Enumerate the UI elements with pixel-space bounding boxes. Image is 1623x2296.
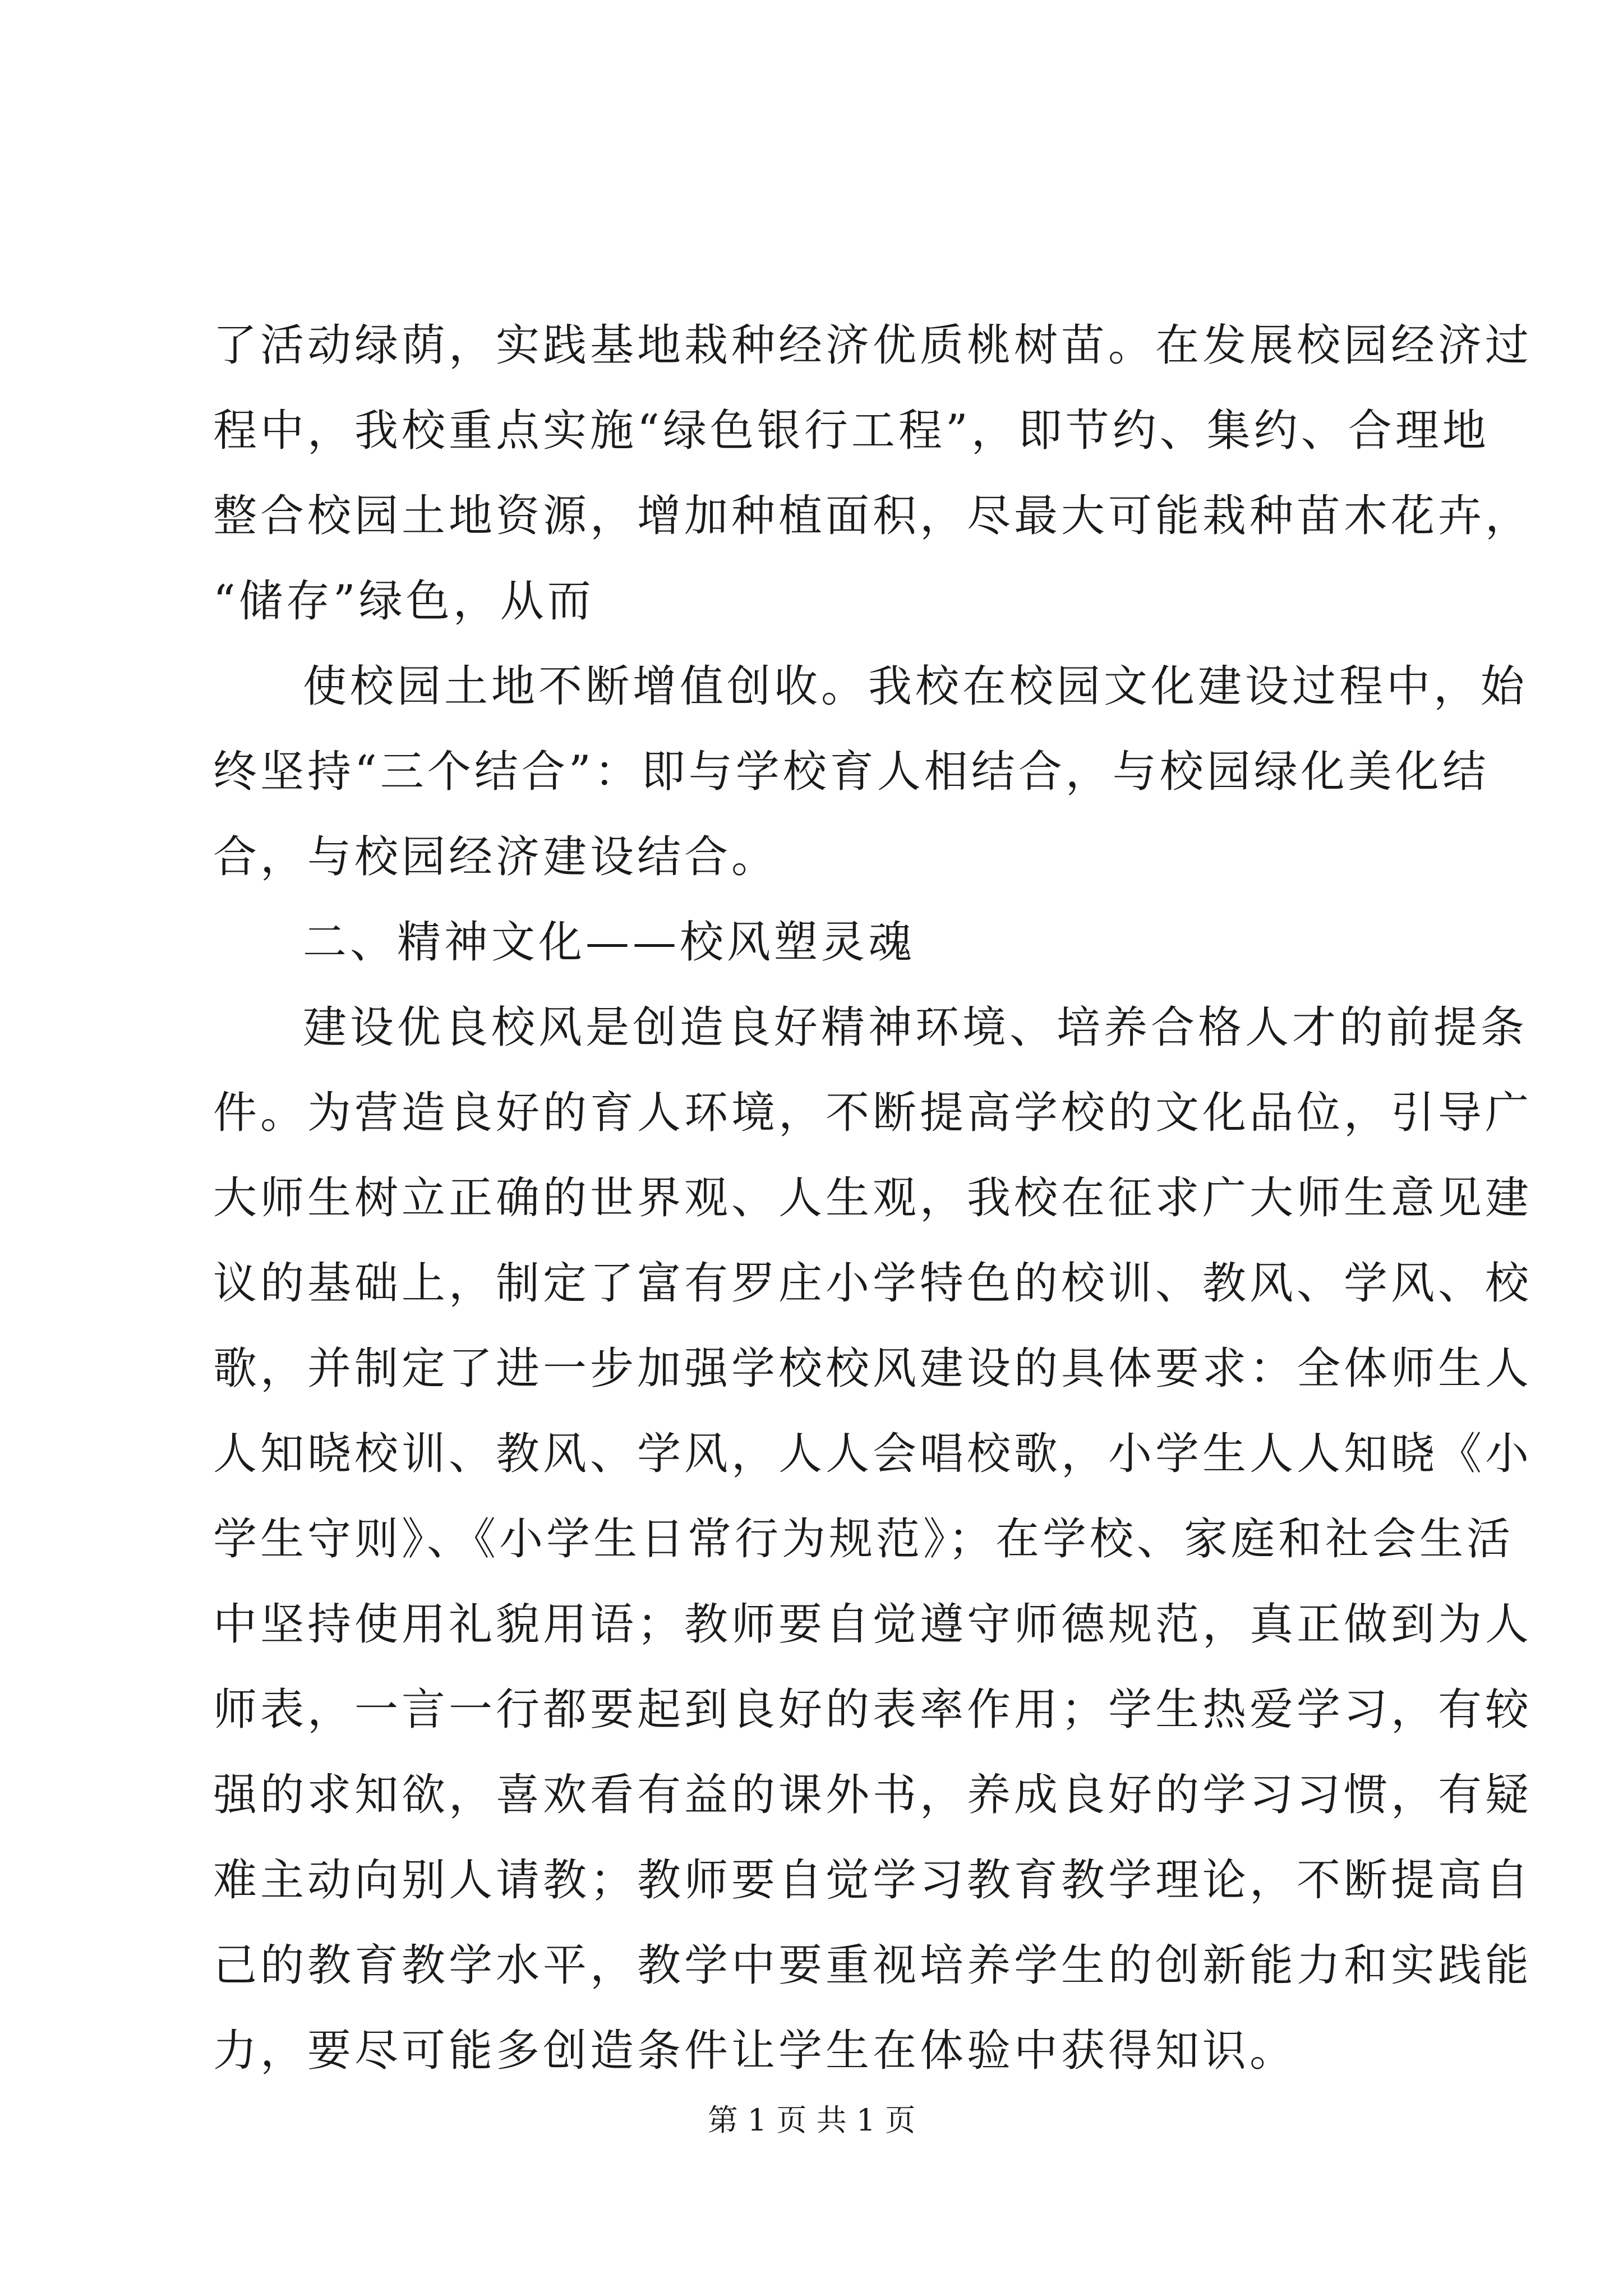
text-line: 程中，我校重点实施“绿色银行工程”，即节约、集约、合理地 bbox=[213, 406, 1490, 456]
text-line: 难主动向别人请教；教师要自觉学习教育教学理论，不断提高自 bbox=[213, 1855, 1533, 1906]
text-line: 人知晓校训、教风、学风，人人会唱校歌，小学生人人知晓《小 bbox=[213, 1429, 1533, 1479]
paragraph-first-line: 使校园土地不断增值创收。我校在校园文化建设过程中，始 bbox=[303, 661, 1528, 712]
text-line: 终坚持“三个结合”：即与学校育人相结合，与校园绿化美化结 bbox=[213, 747, 1490, 797]
text-line: 己的教育教学水平，教学中要重视培养学生的创新能力和实践能 bbox=[213, 1940, 1533, 1991]
text-line: 大师生树立正确的世界观、人生观，我校在征求广大师生意见建 bbox=[213, 1173, 1533, 1223]
text-line: 学生守则》、《小学生日常行为规范》；在学校、家庭和社会生活 bbox=[213, 1514, 1514, 1565]
page-number-footer: 第 1 页 共 1 页 bbox=[707, 2102, 916, 2138]
text-line: 整合校园土地资源，增加种植面积，尽最大可能栽种苗木花卉， bbox=[213, 491, 1533, 541]
text-line: 歌，并制定了进一步加强学校校风建设的具体要求：全体师生人 bbox=[213, 1343, 1533, 1394]
paragraph-first-line: 建设优良校风是创造良好精神环境、培养合格人才的前提条 bbox=[303, 1002, 1528, 1053]
text-line: 合，与校园经济建设结合。 bbox=[213, 832, 779, 882]
text-line: 件。为营造良好的育人环境，不断提高学校的文化品位，引导广 bbox=[213, 1088, 1533, 1138]
text-line: “储存”绿色，从而 bbox=[213, 576, 594, 627]
section-heading: 二、精神文化——校风塑灵魂 bbox=[303, 917, 916, 968]
text-line: 强的求知欲，喜欢看有益的课外书，养成良好的学习习惯，有疑 bbox=[213, 1770, 1533, 1820]
text-line: 了活动绿荫，实践基地栽种经济优质桃树苗。在发展校园经济过 bbox=[213, 320, 1533, 371]
text-line: 中坚持使用礼貌用语；教师要自觉遵守师德规范，真正做到为人 bbox=[213, 1599, 1533, 1650]
text-line: 议的基础上，制定了富有罗庄小学特色的校训、教风、学风、校 bbox=[213, 1258, 1533, 1309]
text-line: 师表，一言一行都要起到良好的表率作用；学生热爱学习，有较 bbox=[213, 1685, 1533, 1735]
text-line: 力，要尽可能多创造条件让学生在体验中获得知识。 bbox=[213, 2026, 1297, 2076]
document-body bbox=[213, 303, 1533, 2093]
